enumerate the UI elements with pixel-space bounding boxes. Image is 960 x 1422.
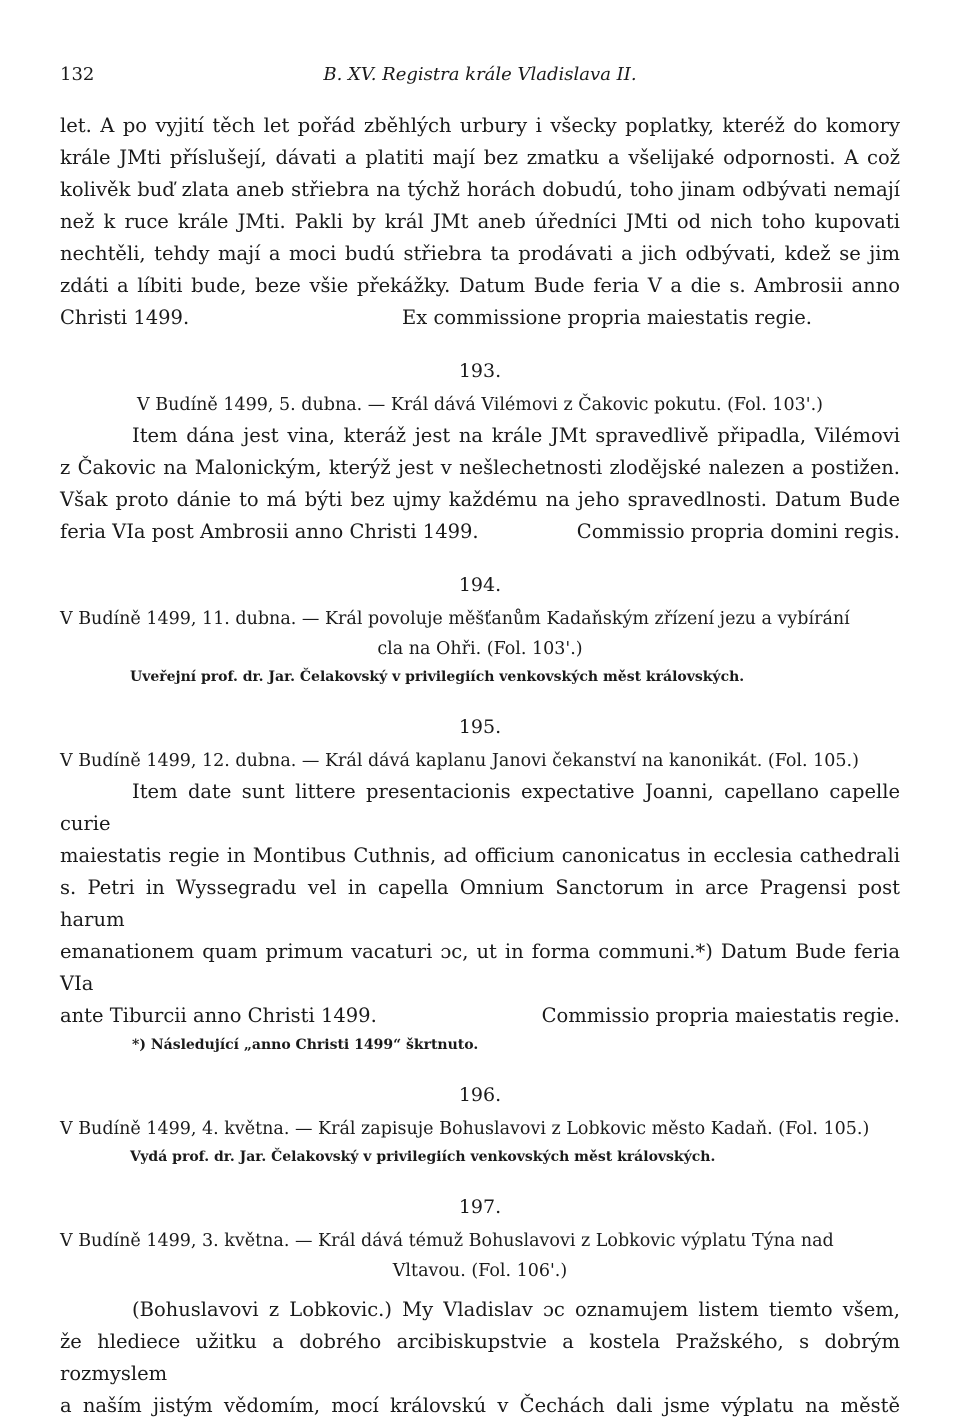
closing-date: feria VIa post Ambrosii anno Christi 1499. [60, 520, 479, 543]
regest-line: cla na Ohři. (Fol. 103'.) [377, 639, 583, 659]
text-line: než k ruce krále JMti. Pakli by král JMt aneb úředníci JMti od nich toho kupovati [60, 210, 900, 233]
text-line: Item date sunt littere presentacionis expectative Joanni, capellano capelle curie [60, 780, 900, 835]
closing-commission: Ex commissione propria maiestatis regie. [402, 306, 812, 329]
closing-date: Christi 1499. [60, 306, 190, 329]
closing-commission: Commissio propria domini regis. [576, 520, 900, 543]
regest-line: Vltavou. (Fol. 106'.) [392, 1261, 568, 1281]
text-line: krále JMti příslušejí, dávati a platiti mají bez zmatku a všelijaké odpornosti. A což [60, 146, 900, 169]
text-line: maiestatis regie in Montibus Cuthnis, ad officium canonicatus in ecclesia cathedrali [60, 844, 900, 867]
entry-197 [60, 1192, 900, 1422]
regest-line: V Budíně 1499, 3. května. — Král dává témuž Bohuslavovi z Lobkovic výplatu Týna nad [60, 1231, 834, 1251]
closing-date: ante Tiburcii anno Christi 1499. [60, 1004, 377, 1027]
entry-number: 193. [458, 360, 502, 382]
entry-196 [60, 1080, 900, 1170]
page-number: 132 [60, 64, 95, 85]
footnote: *) Následující „anno Christi 1499“ škrtnuto. [132, 1037, 479, 1053]
entry-number: 196. [458, 1084, 502, 1106]
entry-number: 195. [458, 716, 502, 738]
closing-commission: Commissio propria maiestatis regie. [541, 1004, 900, 1027]
text-line: emanationem quam primum vacaturi ɔc, ut in forma communi.*) Datum Bude feria VIa [60, 940, 900, 995]
text-line: z Čakovic na Malonickým, kterýž jest v nešlechetnosti zlodějské nalezen a postižen. [60, 456, 900, 479]
regest-line: V Budíně 1499, 11. dubna. — Král povoluje měšťanům Kadaňským zřízení jezu a vybírání [60, 609, 850, 629]
text-line: s. Petri in Wyssegradu vel in capella Omnium Sanctorum in arce Pragensi post harum [60, 876, 900, 931]
closing-line [60, 1000, 900, 1032]
entry-number: 194. [458, 574, 502, 596]
editorial-note: Uveřejní prof. dr. Jar. Čelakovský v privilegiích venkovských měst královských. [130, 669, 745, 685]
entry-number: 197. [458, 1196, 502, 1218]
text-line: (Bohuslavovi z Lobkovic.) My Vladislav ɔc oznamujem listem tiemto všem, [132, 1298, 900, 1321]
running-title: B. XV. Registra krále Vladislava II. [323, 64, 637, 85]
text-line: a naším jistým vědomím, mocí královskú v Čechách dali jsme výplatu na městě [60, 1394, 900, 1417]
text-line: že hlediece užitku a dobrého arcibiskupstvie a kostela Pražského, s dobrým rozmyslem [60, 1330, 900, 1385]
text-line: Item dána jest vina, kteráž jest na krále JMt spravedlivě připadla, Vilémovi [132, 424, 900, 447]
entry-193 [60, 356, 900, 548]
intro-paragraph [60, 110, 900, 334]
regest-line: V Budíně 1499, 4. května. — Král zapisuje Bohuslavovi z Lobkovic město Kadaň. (Fol. 105.) [60, 1119, 870, 1139]
page-header [60, 56, 900, 96]
text-line: zdáti a líbiti bude, beze všie překážky. Datum Bude feria V a die s. Ambrosii anno [60, 274, 900, 297]
text-line: Však proto dánie to má býti bez ujmy každému na jeho spravedlnosti. Datum Bude [60, 488, 900, 511]
text-line: nechtěli, tehdy mají a moci budú střiebra ta prodávati a jich odbývati, kdež se jim [60, 242, 900, 265]
regest-line: V Budíně 1499, 5. dubna. — Král dává Vilémovi z Čakovic pokutu. (Fol. 103'.) [137, 395, 823, 415]
text-line: kolivěk buď zlata aneb střiebra na týchž horách dobudú, toho jinam odbývati nemají [60, 178, 900, 201]
closing-line [60, 302, 900, 334]
entry-194 [60, 570, 900, 690]
entry-195 [60, 712, 900, 1058]
regest-line: V Budíně 1499, 12. dubna. — Král dává kaplanu Janovi čekanství na kanonikát. (Fol. 105.) [60, 751, 859, 771]
editorial-note: Vydá prof. dr. Jar. Čelakovský v privilegiích venkovských měst královských. [130, 1149, 716, 1165]
closing-line [60, 516, 900, 548]
text-line: let. A po vyjití těch let pořád zběhlých urbury i všecky poplatky, kteréž do komory [60, 114, 900, 137]
